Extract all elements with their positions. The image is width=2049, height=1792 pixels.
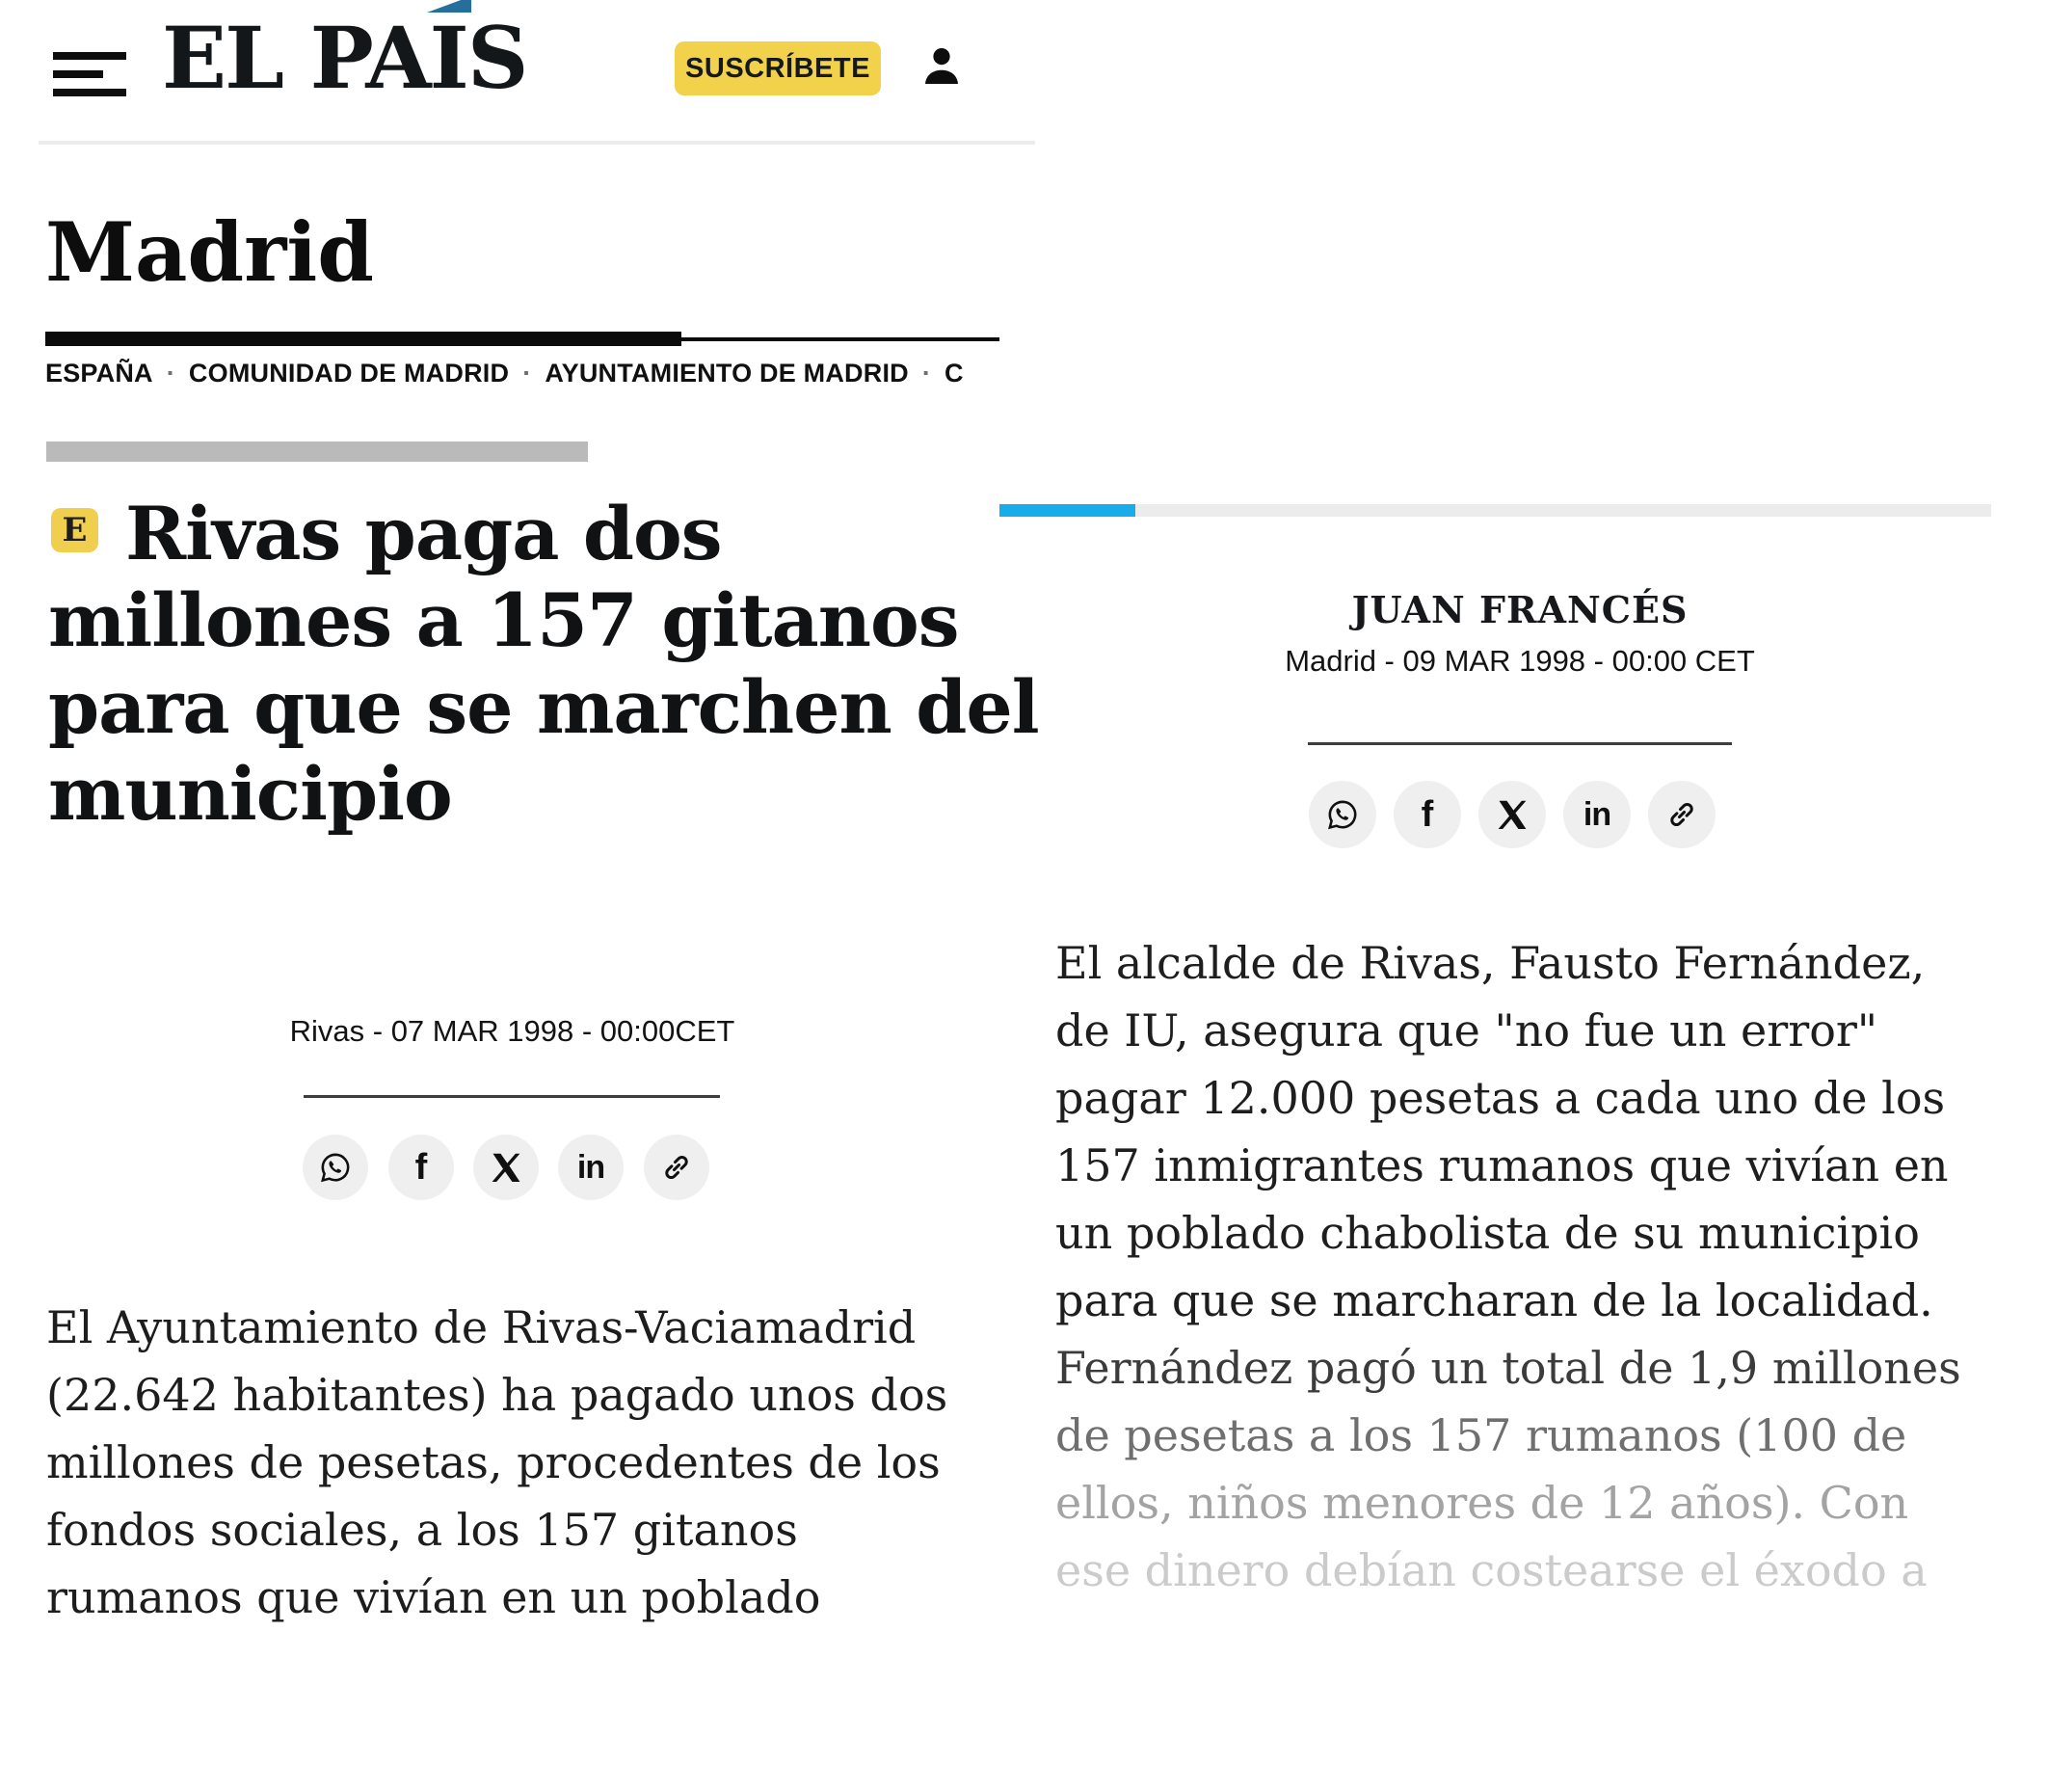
breadcrumb: [45, 359, 1009, 393]
logo-accent-wedge-icon: [427, 0, 471, 13]
headline-line: para que se marchen del: [48, 664, 1039, 750]
body-line: (22.642 habitantes) ha pagado unos dos: [46, 1369, 948, 1421]
copy-link-share-icon[interactable]: [644, 1135, 709, 1200]
body-line: de IU, asegura que "no fue un error": [1055, 1004, 1878, 1056]
whatsapp-share-icon[interactable]: [303, 1135, 368, 1200]
subscribe-button[interactable]: [675, 41, 881, 95]
breadcrumb-item-ayuntamiento-de-madrid[interactable]: AYUNTAMIENTO DE MADRID: [545, 359, 909, 388]
article-dateline: Rivas - 07 MAR 1998 - 00:00CET: [289, 1014, 735, 1048]
header-divider: [39, 141, 1035, 145]
x-twitter-share-icon[interactable]: [473, 1135, 539, 1200]
linkedin-share-icon[interactable]: in: [1563, 781, 1631, 848]
headline-line: Rivas paga dos: [125, 491, 722, 576]
x-twitter-share-icon[interactable]: [1478, 781, 1546, 848]
body-line-fading: de pesetas a los 157 rumanos (100 de: [1055, 1409, 1907, 1461]
article-body: [1055, 929, 1981, 1604]
byline-divider: [304, 1095, 720, 1098]
breadcrumb-separator: ·: [166, 359, 175, 388]
body-line: El alcalde de Rivas, Fausto Fernández,: [1055, 937, 1926, 989]
logo-text-pre: EL PA: [162, 8, 430, 108]
body-line: millones de pesetas, procedentes de los: [46, 1436, 941, 1488]
body-line-fading: Fernández pagó un total de 1,9 millones: [1055, 1342, 1961, 1394]
breadcrumb-separator: ·: [921, 359, 932, 388]
facebook-share-icon[interactable]: f: [388, 1135, 454, 1200]
body-line-fading: ellos, niños menores de 12 años). Con: [1055, 1477, 1909, 1529]
hamburger-bar: [53, 70, 103, 78]
reading-progress-bar: [999, 504, 1991, 517]
article-headline: [48, 491, 1039, 838]
section-underline-thin: [681, 337, 999, 341]
author-byline[interactable]: JUAN FRANCÉS: [1351, 588, 1689, 631]
article-body: [46, 1294, 991, 1631]
headline-line: millones a 157 gitanos: [48, 577, 959, 663]
linkedin-share-icon[interactable]: in: [558, 1135, 624, 1200]
copy-link-share-icon[interactable]: [1648, 781, 1716, 848]
headline-line: municipio: [48, 751, 452, 837]
account-person-icon[interactable]: [918, 42, 965, 94]
breadcrumb-item-comunidad-de-madrid[interactable]: COMUNIDAD DE MADRID: [188, 359, 510, 388]
decorative-gray-bar: [46, 441, 588, 462]
body-line: para que se marcharan de la localidad.: [1055, 1274, 1933, 1326]
menu-hamburger-icon[interactable]: [53, 52, 126, 96]
breadcrumb-item-truncated[interactable]: C: [945, 359, 964, 388]
article-dateline: Madrid - 09 MAR 1998 - 00:00 CET: [1285, 644, 1755, 678]
section-title: Madrid: [45, 204, 375, 300]
section-underline-thick: [45, 332, 681, 346]
facebook-share-icon[interactable]: f: [1394, 781, 1461, 848]
body-line: un poblado chabolista de su municipio: [1055, 1207, 1920, 1259]
reading-progress-fill: [999, 504, 1135, 517]
breadcrumb-separator: ·: [522, 359, 532, 388]
hamburger-bar: [53, 52, 126, 60]
hamburger-bar: [53, 89, 126, 96]
body-line: El Ayuntamiento de Rivas-Vaciamadrid: [46, 1301, 917, 1353]
el-pais-logo[interactable]: [162, 8, 526, 108]
exclusive-badge: E: [51, 508, 98, 552]
body-line-fading: ese dinero debían costearse el éxodo a: [1055, 1544, 1928, 1596]
byline-divider: [1308, 742, 1732, 745]
body-line: 157 inmigrantes rumanos que vivían en: [1055, 1139, 1949, 1191]
breadcrumb-item-espana[interactable]: ESPAÑA: [45, 359, 153, 388]
body-line: fondos sociales, a los 157 gitanos: [46, 1504, 798, 1556]
logo-text-post: S: [466, 8, 527, 108]
whatsapp-share-icon[interactable]: [1309, 781, 1376, 848]
logo-text-i: I: [429, 8, 467, 108]
body-line: pagar 12.000 pesetas a cada uno de los: [1055, 1072, 1946, 1124]
subscribe-button-label: SUSCRÍBETE: [685, 52, 870, 84]
body-line: rumanos que vivían en un poblado: [46, 1571, 821, 1623]
